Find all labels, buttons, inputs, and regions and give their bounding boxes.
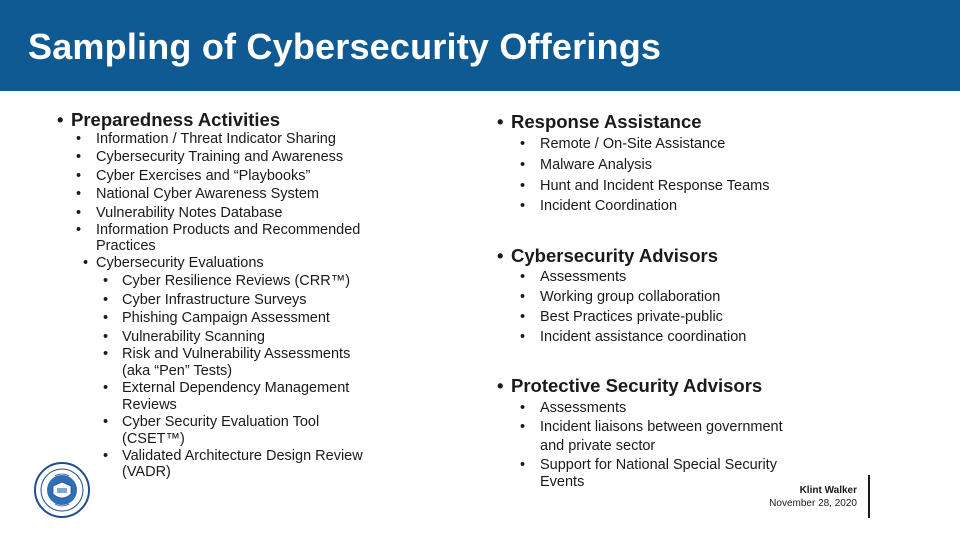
list-item: • National Cyber Awareness System: [76, 186, 319, 203]
response-list: [520, 134, 769, 217]
protective-list: [520, 398, 783, 491]
list-item: • Malware Analysis: [520, 156, 653, 173]
list-item: • Remote / On-Site Assistance: [520, 136, 726, 152]
signature-block: [769, 484, 857, 511]
list-item: • Cybersecurity Evaluations: [83, 255, 264, 272]
list-item: • Assessments: [520, 400, 627, 416]
list-item-continuation: (CSET™): [122, 431, 185, 448]
preparedness-list: [76, 130, 363, 480]
heading-cybersecurity-advisors: • Cybersecurity Advisors: [497, 245, 719, 266]
list-item: • Assessments: [520, 269, 627, 285]
list-item: • Incident assistance coordination: [520, 329, 747, 345]
list-item: • Information Products and Recommended: [76, 222, 361, 239]
heading-preparedness: • Preparedness Activities: [57, 109, 281, 130]
list-item-continuation: Practices: [96, 238, 156, 255]
heading-response-assistance: • Response Assistance: [497, 111, 702, 132]
list-item: • Support for National Special Security: [520, 457, 777, 473]
list-item: • Cyber Infrastructure Surveys: [103, 291, 307, 308]
signature-date: November 28, 2020: [769, 498, 857, 509]
list-item-continuation: (aka “Pen” Tests): [122, 363, 233, 380]
list-item: • Working group collaboration: [520, 289, 721, 305]
list-item: • Vulnerability Scanning: [103, 328, 265, 345]
list-item: • Incident liaisons between government: [520, 419, 783, 435]
list-item-continuation: and private sector: [540, 438, 656, 454]
list-item-continuation: (VADR): [122, 464, 171, 481]
list-item: • Best Practices private-public: [520, 309, 723, 325]
list-item: • Vulnerability Notes Database: [76, 204, 283, 221]
slide-title: Sampling of Cybersecurity Offerings: [28, 26, 662, 67]
signature-divider: [868, 475, 870, 518]
list-item: • Hunt and Incident Response Teams: [520, 177, 770, 194]
list-item: • Cybersecurity Training and Awareness: [76, 149, 344, 166]
signature-name: Klint Walker: [799, 485, 857, 496]
list-item: • Phishing Campaign Assessment: [103, 310, 330, 327]
list-item: • External Dependency Management: [103, 380, 350, 397]
slide-header: [0, 0, 960, 91]
list-item: • Validated Architecture Design Review: [103, 448, 363, 465]
list-item: • Cyber Resilience Reviews (CRR™): [103, 273, 351, 290]
list-item: • Incident Coordination: [520, 198, 678, 215]
advisors-list: [520, 267, 746, 347]
list-item: • Cyber Exercises and “Playbooks”: [76, 167, 311, 184]
list-item: • Risk and Vulnerability Assessments: [103, 346, 351, 363]
list-item: • Cyber Security Evaluation Tool: [103, 414, 320, 431]
heading-protective-security-advisors: • Protective Security Advisors: [497, 375, 763, 396]
list-item-continuation: Events: [540, 474, 585, 490]
list-item-continuation: Reviews: [122, 397, 177, 414]
list-item: • Information / Threat Indicator Sharing: [76, 131, 336, 147]
dhs-seal-icon: [34, 462, 90, 518]
